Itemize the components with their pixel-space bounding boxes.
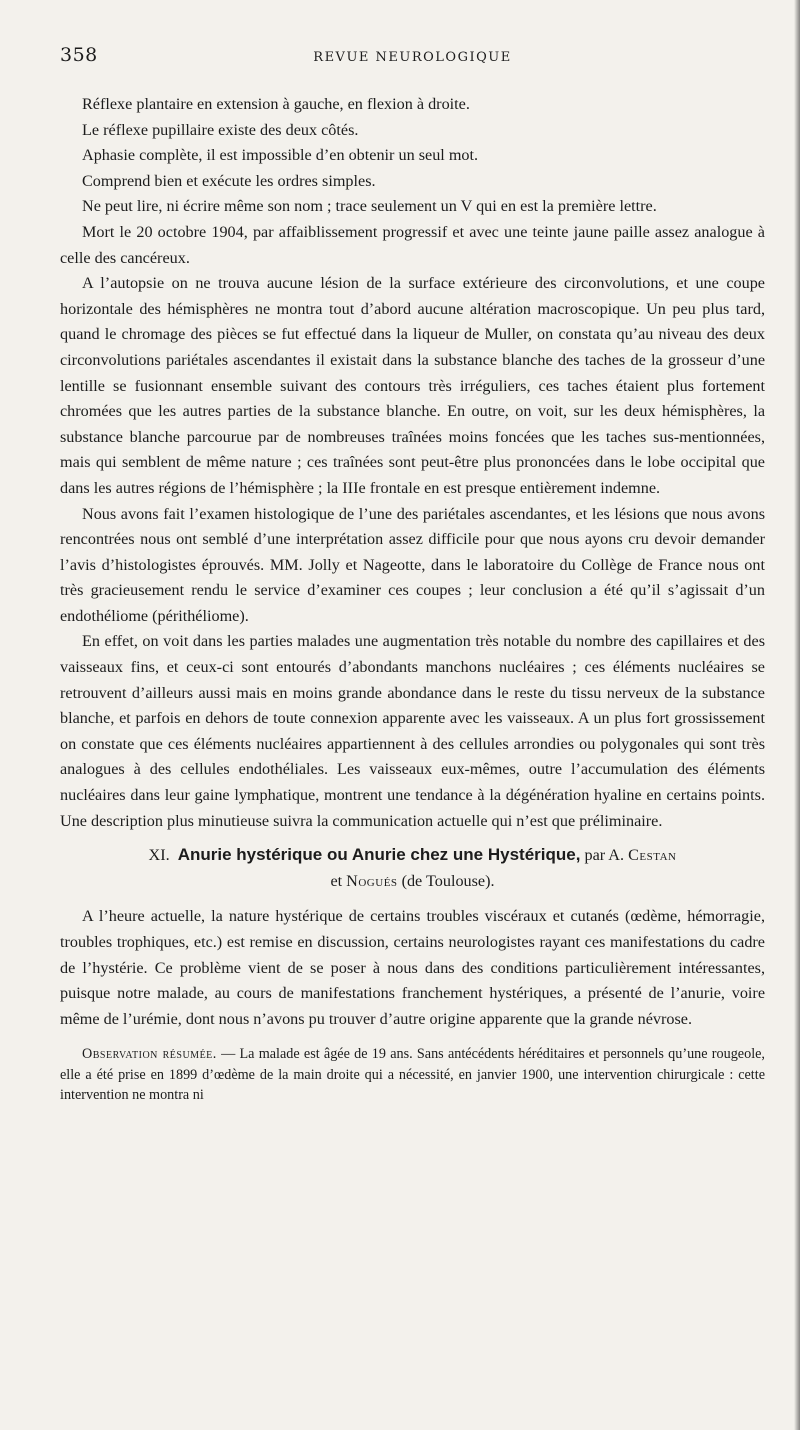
page-header [60, 44, 765, 74]
author-cestan: Cestan [628, 846, 677, 865]
section-number: XI. [148, 846, 170, 865]
paragraph: Aphasie complète, il est impossible d’en obtenir un seul mot. [82, 146, 479, 165]
observation-text: — La malade est âgée de 19 ans. Sans antécédents héréditaires et personnels qu’une rougeole, elle a été prise en 1899 d’œdème de la main droite qui a nécessité, en janvier 1900, une intervention chirurgicale : cette intervention ne montra ni [60, 1046, 765, 1104]
paragraph: A l’autopsie on ne trouva aucune lésion de la surface extérieure des circonvolutions, et une coupe horizontale des hémisphères ne montra tout d’abord aucune altération macroscopique. Un peu plus tard, quand le chromage des pièces se fut effectué dans la liqueur de Muller, on constata qu’au niveau des deux circonvolutions pariétales ascendantes il existait dans la substance blanche des taches de la grosseur d’une lentille se fusionnant ensemble suivant des contours très irréguliers, ces taches étaient plus fortement chromées que les autres parties de la substance blanche. En outre, on voit, sur les deux hémisphères, la substance blanche parcourue par de nombreuses traînées moins foncées que les taches sus-mentionnées, mais qui semblent de même nature ; ces traînées sont peut-être plus prononcées dans le lobe occipital que dans les autres régions de l’hémisphère ; la IIIe frontale en est presque entièrement indemne. [60, 274, 765, 497]
paragraph: Mort le 20 octobre 1904, par affaiblissement progressif et avec une teinte jaune paille assez analogue à celle des cancéreux. [60, 222, 765, 267]
paragraph: Comprend bien et exécute les ordres simples. [82, 171, 376, 190]
paragraph: Ne peut lire, ni écrire même son nom ; trace seulement un V qui en est la première lettre. [82, 197, 657, 216]
paragraph: En effet, on voit dans les parties malades une augmentation très notable du nombre des capillaires et des vaisseaux fins, et ceux-ci sont entourés d’abondants manchons nucléaires ; ces éléments nucléaires se retrouvent d’ailleurs aussi mais en moins grande abondance dans le reste du tissu nerveux de la substance blanche, et parfois en dehors de toute connexion apparente avec les vaisseaux. A un plus fort grossissement on constate que ces éléments nucléaires appartiennent à des cellules arrondies ou polygonales qui sont très analogues à des cellules endothéliales. Les vaisseaux eux-mêmes, outre l’accumulation des éléments nucléaires dans leur gaine lymphatique, montrent une tendance à la dégénération hyaline en certains points. Une description plus minutieuse suivra la communication actuelle qui n’est que préliminaire. [60, 632, 765, 830]
author-nogues: Nogués [346, 871, 398, 890]
section-title: Anurie hystérique ou Anurie chez une Hystérique, [177, 845, 581, 865]
page-number: 358 [60, 44, 98, 66]
article-body [60, 92, 765, 1106]
section-paragraph: A l’heure actuelle, la nature hystérique de certains troubles viscéraux et cutanés (œdème, hémorragie, troubles trophiques, etc.) est remise en discussion, certains neurologistes rayant ces manifestations du cadre de l’hystérie. Ce problème vient de se poser à nous dans des conditions particulièrement intéressantes, puisque notre malade, au cours de manifestations franchement hystériques, a présenté de l’anurie, voire même de l’urémie, dont nous n’avons pu trouver d’autre origine apparente que la grande névrose. [60, 907, 765, 1028]
page [60, 44, 765, 1106]
paragraph: Le réflexe pupillaire existe des deux côtés. [82, 120, 359, 139]
running-title: REVUE NEUROLOGIQUE [313, 50, 512, 65]
paragraph: Nous avons fait l’examen histologique de l’une des pariétales ascendantes, et les lésions que nous avons rencontrées nous ont semblé d’une interprétation assez difficile pour que nous ayons cru devoir demander l’avis d’histologistes éprouvés. MM. Jolly et Nageotte, dans le laboratoire du Collège de France nous ont très gracieusement rendu le service d’examiner ces coupes ; leur conclusion a été qu’il s’agissait d’un endothéliome (périthéliome). [60, 504, 765, 625]
section-affiliation: (de Toulouse). [401, 871, 495, 890]
paragraph: Réflexe plantaire en extension à gauche, en flexion à droite. [82, 95, 470, 113]
page-edge-shadow [794, 0, 800, 1430]
observation-summary [60, 1044, 765, 1106]
section-by: par A. [584, 846, 625, 865]
section-heading [60, 842, 765, 894]
section-and: et [330, 871, 343, 890]
observation-lead: Observation résumée. [82, 1046, 217, 1063]
